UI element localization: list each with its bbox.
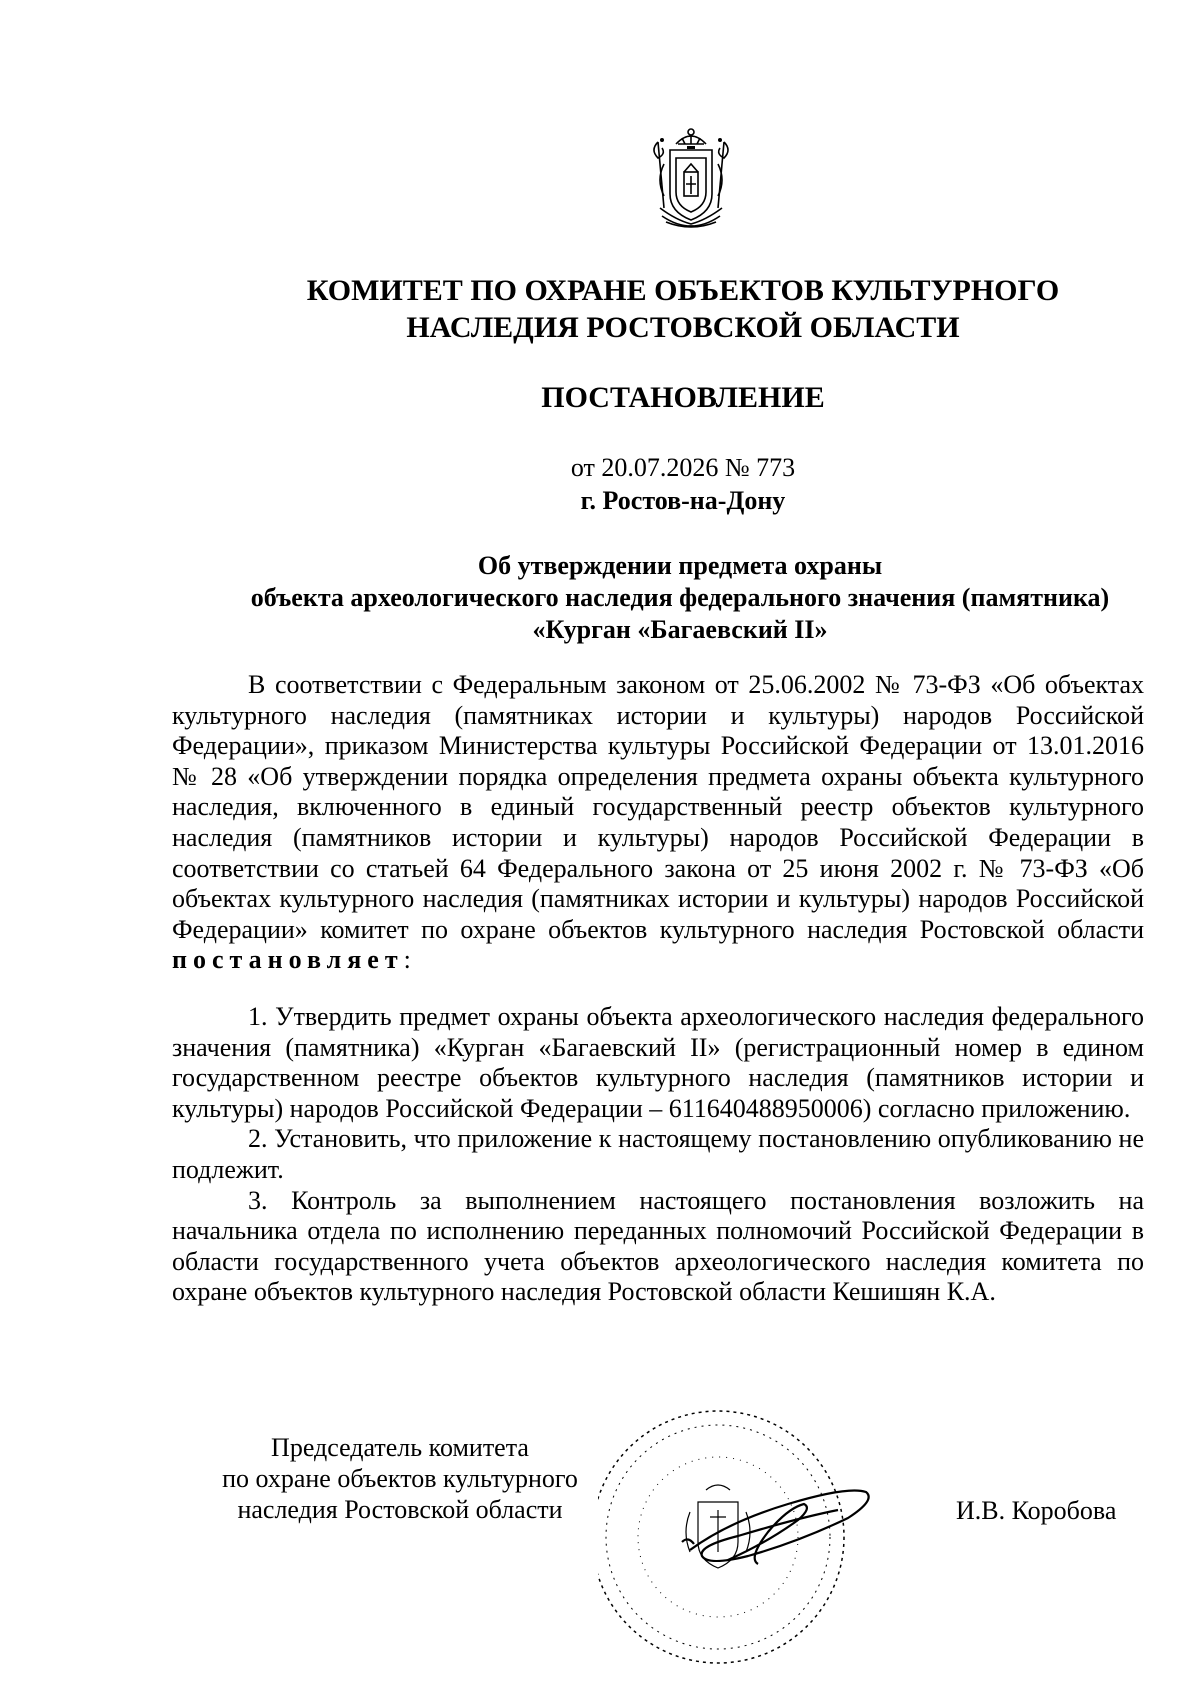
document-subject	[170, 550, 1190, 646]
signatory-title-line-1: Председатель комитета	[271, 1433, 529, 1462]
item-1: 1. Утвердить предмет охраны объекта археологического наследия федерального значения (памятника) «Курган «Багаевский II» (регистрационный номер в едином государственном реестре объектов культурного наследия (памятников истории и культуры) народов Российской Федерации – 611640488950006) согласно приложению.	[172, 1001, 1144, 1123]
signatory-name: И.В. Коробова	[956, 1496, 1117, 1525]
subject-line-2: объекта археологического наследия федерального значения (памятника)	[250, 583, 1110, 612]
item-3: 3. Контроль за выполнением настоящего постановления возложить на начальника отдела по исполнению переданных полномочий Российской Федерации в области государственного учета объектов археологического наследия комитета по охране объектов культурного наследия Ростовской области Кешишян К.А.	[172, 1185, 1144, 1307]
paragraph-gap	[172, 976, 1144, 1002]
subject-line-1: Об утверждении предмета охраны	[477, 551, 883, 580]
document-body	[172, 670, 1144, 1308]
preamble-text: В соответствии с Федеральным законом от 25.06.2002 № 73-ФЗ «Об объектах культурного наследия (памятниках истории и культуры) народов Российской Федерации», приказом Министерства культуры Российской Федерации от 13.01.2016 № 28 «Об утверждении порядка определения предмета охраны объекта культурного наследия, включенного в единый государственный реестр объектов культурного наследия (памятников истории и культуры) народов Российской Федерации в соответствии со статьей 64 Федерального закона от 25 июня 2002 г. № 73-ФЗ «Об объектах культурного наследия (памятниках истории и культуры) народов Российской Федерации» комитет по охране объектов культурного наследия Ростовской области	[172, 670, 1144, 944]
item-2: 2. Установить, что приложение к настоящему постановлению опубликованию не подлежит.	[172, 1124, 1144, 1184]
official-seal	[598, 1392, 918, 1682]
org-line-2: НАСЛЕДИЯ РОСТОВСКОЙ ОБЛАСТИ	[406, 311, 960, 344]
decree-colon: :	[403, 945, 411, 975]
organization-name	[260, 272, 1106, 346]
preamble-paragraph	[172, 670, 1144, 976]
org-line-1: КОМИТЕТ ПО ОХРАНЕ ОБЪЕКТОВ КУЛЬТУРНОГО	[306, 274, 1060, 307]
subject-line-3: «Курган «Багаевский II»	[532, 615, 828, 644]
document-place: г. Ростов-на-Дону	[580, 486, 786, 515]
document-date-number: от 20.07.2026 № 773	[570, 453, 796, 482]
signatory-title-line-2: по охране объектов культурного	[222, 1464, 578, 1493]
signatory-title-line-3: наследия Ростовской области	[237, 1495, 563, 1524]
document-type: ПОСТАНОВЛЕНИЕ	[541, 381, 825, 414]
signatory-title	[180, 1432, 620, 1525]
coat-of-arms-icon	[646, 124, 736, 236]
decree-word: постановляет	[172, 945, 404, 975]
